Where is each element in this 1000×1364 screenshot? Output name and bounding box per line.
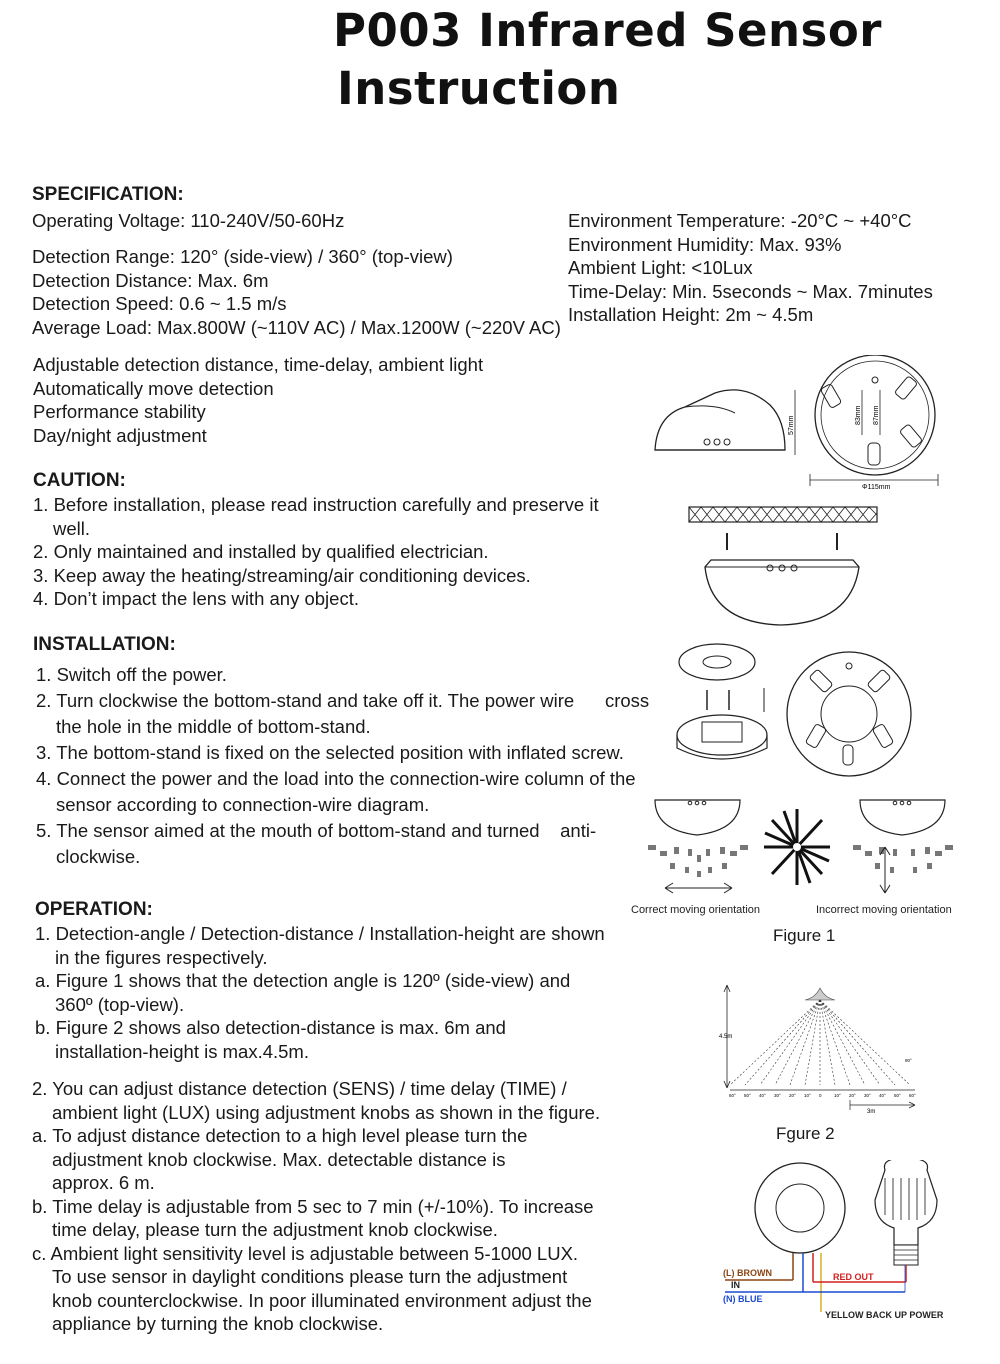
- diameter-dimension-label: Φ115mm: [862, 484, 891, 491]
- spec-item: Detection Speed: 0.6 ~ 1.5 m/s: [32, 293, 287, 314]
- operation-item: 360º (top-view).: [55, 993, 185, 1015]
- installation-item: 3. The bottom-stand is fixed on the selected position with inflated screw.: [36, 742, 624, 763]
- installation-item: 2. Turn clockwise the bottom-stand and take off it. The power wire cross: [36, 690, 650, 711]
- height-dimension-label: 57mm: [788, 415, 795, 435]
- caution-list: [33, 493, 599, 611]
- spec-item: Installation Height: 2m ~ 4.5m: [568, 304, 814, 325]
- spec-item: Ambient Light: <10Lux: [568, 257, 753, 278]
- operation-list-1: [35, 922, 605, 1063]
- caution-item: 3. Keep away the heating/streaming/air conditioning devices.: [33, 564, 531, 586]
- operation-item: approx. 6 m.: [52, 1172, 155, 1193]
- sensor-side-view-illustration: [645, 385, 805, 465]
- features-list: [33, 353, 483, 447]
- feature-item: Performance stability: [33, 401, 206, 422]
- detection-range-diagram: [715, 980, 925, 1115]
- operation-item: To use sensor in daylight conditions please turn the adjustment: [52, 1266, 568, 1287]
- inner-dimension-2-label: 87mm: [873, 405, 880, 425]
- page-title: P003 Infrared Sensor: [333, 4, 882, 57]
- detection-pattern-illustration: [760, 805, 835, 890]
- angle-tick: 60°: [909, 1093, 916, 1098]
- operation-item: knob counterclockwise. In poor illuminated environment adjust the: [52, 1289, 592, 1311]
- wiring-diagram: [705, 1160, 955, 1325]
- installation-heading: INSTALLATION:: [33, 634, 176, 655]
- figure-2-caption: Fgure 2: [776, 1124, 835, 1143]
- feature-item: Automatically move detection: [33, 377, 274, 399]
- height-label: 4.5m: [719, 1034, 733, 1040]
- operation-item: time delay, please turn the adjustment knob clockwise.: [52, 1219, 498, 1240]
- spec-item: Environment Temperature: -20°C ~ +40°C: [568, 210, 912, 231]
- installation-item: 1. Switch off the power.: [36, 664, 227, 685]
- installation-item: 4. Connect the power and the load into the connection-wire column of the: [36, 768, 636, 789]
- angle-tick: 10°: [804, 1093, 811, 1098]
- installation-item: clockwise.: [56, 846, 141, 867]
- operation-list-2: [32, 1077, 600, 1336]
- caution-heading: CAUTION:: [33, 470, 126, 491]
- ceiling-mount-illustration: [685, 505, 880, 630]
- spec-item: Detection Distance: Max. 6m: [32, 269, 269, 291]
- feature-item: Day/night adjustment: [33, 424, 207, 446]
- angle-tick: 30°: [864, 1093, 871, 1098]
- distance-label: 3m: [867, 1109, 876, 1115]
- operation-item: b. Time delay is adjustable from 5 sec to 7 min (+/-10%). To increase: [32, 1195, 594, 1217]
- angle-tick: 40°: [879, 1093, 886, 1098]
- operation-item: installation-height is max.4.5m.: [55, 1040, 309, 1062]
- caution-item: 1. Before installation, please read instruction carefully and preserve it: [33, 494, 599, 515]
- correct-orientation-illustration: [640, 795, 755, 900]
- wire-brown-label: (L) BROWN: [723, 1268, 772, 1278]
- operation-item: 1. Detection-angle / Detection-distance / Installation-height are shown: [35, 923, 605, 944]
- spec-item: Time-Delay: Min. 5seconds ~ Max. 7minutes: [568, 280, 933, 302]
- spec-left-list: [32, 245, 561, 339]
- sensor-top-view-illustration: [800, 355, 945, 495]
- operation-heading: OPERATION:: [35, 899, 153, 920]
- angle-tick: 50°: [744, 1093, 751, 1098]
- angle-label: 90°: [905, 1058, 912, 1063]
- angle-tick: 60°: [729, 1093, 736, 1098]
- angle-tick: 0: [819, 1093, 822, 1098]
- specification-heading: SPECIFICATION:: [32, 184, 184, 205]
- operation-item: adjustment knob clockwise. Max. detectable distance is: [52, 1148, 506, 1170]
- operation-item: in the figures respectively.: [55, 946, 268, 968]
- incorrect-orientation-caption: Incorrect moving orientation: [816, 904, 952, 916]
- operation-item: b. Figure 2 shows also detection-distance is max. 6m and: [35, 1017, 506, 1038]
- operation-item: a. To adjust distance detection to a high level please turn the: [32, 1125, 528, 1146]
- operation-item: a. Figure 1 shows that the detection angle is 120º (side-view) and: [35, 970, 571, 991]
- caution-item: 4. Don’t impact the lens with any object.: [33, 588, 359, 609]
- angle-tick: 40°: [759, 1093, 766, 1098]
- angle-tick: 20°: [789, 1093, 796, 1098]
- angle-tick: 50°: [894, 1093, 901, 1098]
- caution-item: 2. Only maintained and installed by qualified electrician.: [33, 541, 489, 562]
- wire-blue-label: (N) BLUE: [723, 1294, 763, 1304]
- installation-list: [36, 662, 649, 870]
- wire-in-label: IN: [731, 1280, 740, 1290]
- angle-tick: 10°: [834, 1093, 841, 1098]
- angle-tick: 20°: [849, 1093, 856, 1098]
- spec-item: Environment Humidity: Max. 93%: [568, 233, 842, 255]
- operation-item: appliance by turning the knob clockwise.: [52, 1313, 384, 1334]
- page-subtitle: Instruction: [337, 62, 621, 115]
- inner-dimension-1-label: 83mm: [855, 405, 862, 425]
- spec-item: Detection Range: 120° (side-view) / 360° (top-view): [32, 246, 453, 267]
- operation-item: c. Ambient light sensitivity level is adjustable between 5-1000 LUX.: [32, 1242, 579, 1264]
- installation-item: 5. The sensor aimed at the mouth of bottom-stand and turned anti-: [36, 820, 597, 841]
- angle-tick: 30°: [774, 1093, 781, 1098]
- figure-1-caption: Figure 1: [773, 926, 836, 945]
- wire-yellow-label: YELLOW BACK UP POWER: [825, 1310, 944, 1320]
- installation-item: sensor according to connection-wire diagram.: [56, 794, 430, 815]
- feature-item: Adjustable detection distance, time-delay, ambient light: [33, 354, 484, 375]
- correct-orientation-caption: Correct moving orientation: [631, 904, 761, 916]
- installation-item: the hole in the middle of bottom-stand.: [56, 716, 371, 737]
- spec-item: Average Load: Max.800W (~110V AC) / Max.1200W (~220V AC): [32, 316, 561, 338]
- wire-red-label: RED OUT: [833, 1272, 874, 1282]
- bottom-stand-illustration: [672, 640, 782, 770]
- incorrect-orientation-illustration: [845, 795, 960, 900]
- operation-item: ambient light (LUX) using adjustment knobs as shown in the figure.: [52, 1101, 601, 1123]
- operation-item: 2. You can adjust distance detection (SENS) / time delay (TIME) /: [32, 1078, 567, 1099]
- angle-tick-labels: [729, 1093, 916, 1098]
- caution-item: well.: [53, 517, 91, 539]
- spec-voltage: Operating Voltage: 110-240V/50-60Hz: [32, 210, 345, 231]
- spec-right-list: [568, 209, 933, 327]
- sensor-base-top-illustration: [785, 650, 915, 780]
